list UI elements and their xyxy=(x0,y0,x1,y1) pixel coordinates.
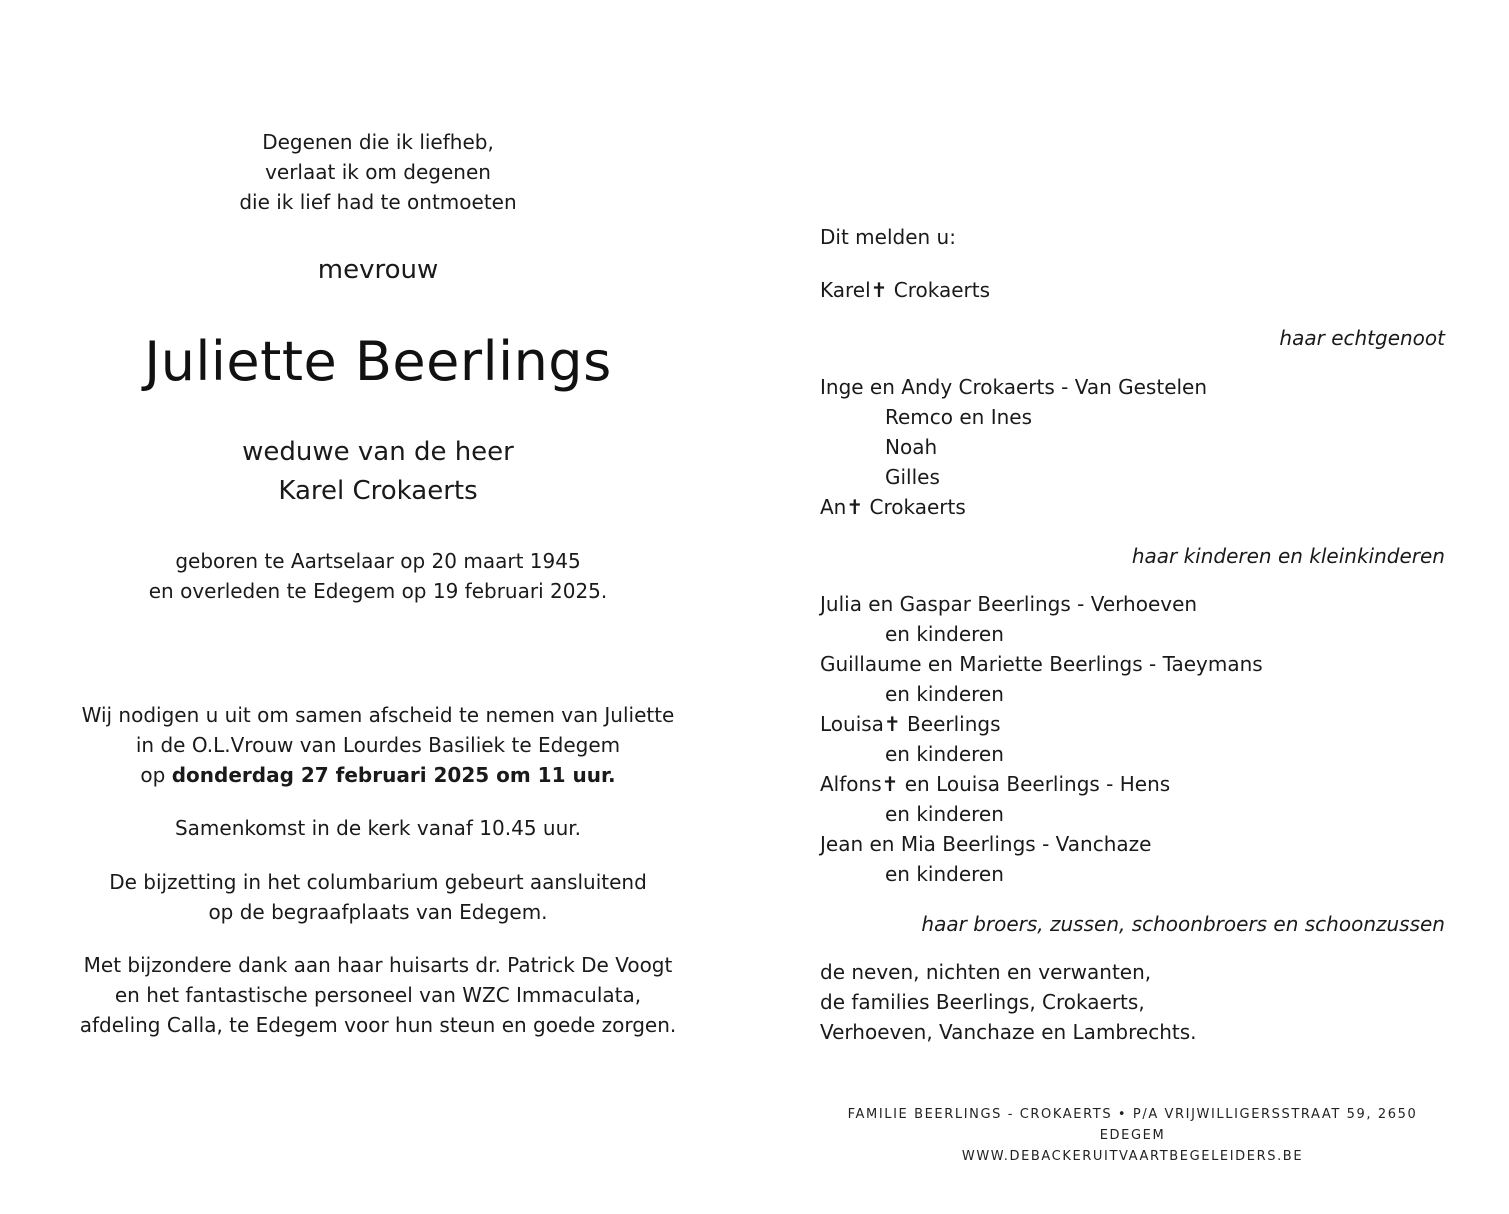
birth-line: geboren te Aartselaar op 20 maart 1945 xyxy=(175,549,581,573)
poem-line-2: verlaat ik om degenen xyxy=(265,160,491,184)
family-member-indented: en kinderen xyxy=(885,682,1004,706)
family-member: Guillaume en Mariette Beerlings - Taeymans xyxy=(820,652,1263,676)
family-member-indented: en kinderen xyxy=(885,802,1004,826)
siblings-role: haar broers, zussen, schoonbroers en schoonzussen xyxy=(921,912,1445,936)
death-line: en overleden te Edegem op 19 februari 2025. xyxy=(148,579,608,603)
family-member-indented: Remco en Ines xyxy=(885,405,1033,429)
service-datetime: donderdag 27 februari 2025 om 11 uur. xyxy=(171,763,616,787)
family-member: Julia en Gaspar Beerlings - Verhoeven xyxy=(820,592,1198,616)
family-address: FAMILIE BEERLINGS - CROKAERTS • P/A VRIJWILLIGERSSTRAAT 59, 2650 EDEGEM xyxy=(847,1107,1418,1143)
children-role: haar kinderen en kleinkinderen xyxy=(1131,544,1445,568)
invite-line-1: Wij nodigen u uit om samen afscheid te nemen van Juliette xyxy=(81,703,675,727)
poem-line-1: Degenen die ik liefheb, xyxy=(262,130,494,154)
burial-line-2: op de begraafplaats van Edegem. xyxy=(208,900,548,924)
family-member: Alfons✝ en Louisa Beerlings - Hens xyxy=(820,772,1171,796)
family-member: An✝ Crokaerts xyxy=(820,495,966,519)
relatives-line-2: de families Beerlings, Crokaerts, xyxy=(820,990,1145,1014)
relatives-line-3: Verhoeven, Vanchaze en Lambrechts. xyxy=(820,1020,1197,1044)
invite-line-3 xyxy=(38,760,718,790)
intro-text: Dit melden u: xyxy=(820,225,956,249)
deceased-name: Juliette Beerlings xyxy=(144,330,612,393)
funeral-website: WWW.DEBACKERUITVAARTBEGELEIDERS.BE xyxy=(961,1149,1304,1164)
family-member-indented: Noah xyxy=(885,435,938,459)
gathering-time: Samenkomst in de kerk vanaf 10.45 uur. xyxy=(174,816,582,840)
invite-prefix: op xyxy=(140,763,172,787)
family-member: Inge en Andy Crokaerts - Van Gestelen xyxy=(820,375,1208,399)
family-member-indented: en kinderen xyxy=(885,622,1004,646)
poem-line-3: die ik lief had te ontmoeten xyxy=(239,190,517,214)
widow-line-1: weduwe van de heer xyxy=(242,437,514,467)
footer xyxy=(820,1104,1445,1167)
widow-line-2: Karel Crokaerts xyxy=(278,476,478,506)
family-member: Jean en Mia Beerlings - Vanchaze xyxy=(820,832,1152,856)
burial-line-1: De bijzetting in het columbarium gebeurt aansluitend xyxy=(109,870,647,894)
relatives-line-1: de neven, nichten en verwanten, xyxy=(820,960,1152,984)
spouse-name: Karel✝ Crokaerts xyxy=(820,278,991,302)
invite-line-2: in de O.L.Vrouw van Lourdes Basiliek te Edegem xyxy=(135,733,621,757)
honorific: mevrouw xyxy=(317,255,439,285)
family-member-indented: Gilles xyxy=(885,465,940,489)
family-member: Louisa✝ Beerlings xyxy=(820,712,1001,736)
thanks-line-1: Met bijzondere dank aan haar huisarts dr. Patrick De Voogt xyxy=(83,953,673,977)
spouse-role: haar echtgenoot xyxy=(1279,326,1445,350)
thanks-line-3: afdeling Calla, te Edegem voor hun steun en goede zorgen. xyxy=(79,1013,677,1037)
thanks-line-2: en het fantastische personeel van WZC Immaculata, xyxy=(114,983,642,1007)
family-member-indented: en kinderen xyxy=(885,742,1004,766)
family-member-indented: en kinderen xyxy=(885,862,1004,886)
